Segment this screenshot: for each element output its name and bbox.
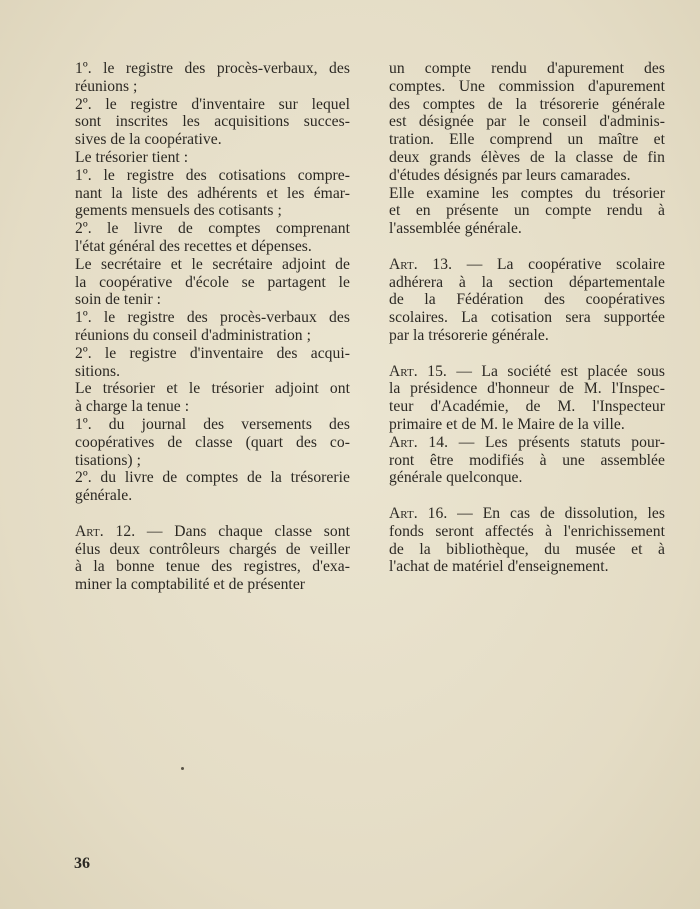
- text-line: la coopérative d'école se partagent le: [75, 273, 350, 291]
- text-line: tration. Elle comprend un maître et: [389, 131, 665, 149]
- text-line: comptes. Une commission d'apurement: [389, 77, 665, 95]
- text-line: 2º. le registre d'inventaire des acqui-: [75, 344, 350, 362]
- text-line: Art. 14. — Les présents statuts pour-: [389, 433, 665, 451]
- text-line: soin de tenir :: [75, 291, 162, 309]
- paragraph-gap: [389, 487, 665, 505]
- text-line: Art. 15. — La société est placée sous: [389, 362, 665, 380]
- text-line: Le trésorier tient :: [75, 148, 189, 166]
- text-line: 1º. le registre des procès-verbaux, des: [75, 60, 350, 77]
- text-line: miner la comptabilité et de présenter: [75, 576, 306, 594]
- text-line: l'état général des recettes et dépenses.: [75, 237, 312, 255]
- text-line: et en présente un compte rendu à: [389, 202, 665, 220]
- text-line: Art. 16. — En cas de dissolution, les: [389, 504, 665, 522]
- text-line: par la trésorerie générale.: [389, 326, 549, 344]
- text-line: Le secrétaire et le secrétaire adjoint de: [75, 255, 350, 273]
- text-line: Elle examine les comptes du trésorier: [389, 184, 665, 202]
- text-line: la présidence d'honneur de M. l'Inspec-: [389, 380, 665, 398]
- text-line: deux grands élèves de la classe de fin: [389, 148, 665, 166]
- text-line: 2º. du livre de comptes de la trésorerie: [75, 469, 350, 487]
- text-line: Art. 12. — Dans chaque classe sont: [75, 522, 350, 540]
- page-number: 36: [74, 855, 90, 872]
- text-line: adhérera à la section départementale: [389, 273, 665, 291]
- text-line: gements mensuels des cotisants ;: [75, 202, 282, 220]
- text-line: élus deux contrôleurs chargés de veiller: [75, 540, 350, 558]
- text-line: réunions du conseil d'administration ;: [75, 326, 311, 344]
- paragraph-gap: [389, 345, 665, 363]
- text-line: 1º. le registre des procès-verbaux des: [75, 309, 350, 327]
- ink-speck: [181, 767, 184, 770]
- text-line: 2º. le livre de comptes comprenant: [75, 220, 350, 238]
- text-line: est désignée par le conseil d'adminis-: [389, 113, 665, 131]
- right-text-column: [389, 60, 665, 576]
- paragraph-gap: [75, 505, 350, 523]
- text-line: ront être modifiés à une assemblée: [389, 451, 665, 469]
- paragraph-gap: [389, 238, 665, 256]
- text-line: coopératives de classe (quart des co-: [75, 433, 350, 451]
- text-line: 1º. du journal des versements des: [75, 415, 350, 433]
- text-line: sitions.: [75, 362, 121, 380]
- text-line: primaire et de M. le Maire de la ville.: [389, 415, 625, 433]
- text-line: l'achat de matériel d'enseignement.: [389, 558, 609, 576]
- text-line: générale quelconque.: [389, 469, 523, 487]
- text-line: à la bonne tenue des registres, d'exa-: [75, 558, 350, 576]
- text-line: l'assemblée générale.: [389, 220, 522, 238]
- text-line: scolaires. La cotisation sera supportée: [389, 309, 665, 327]
- text-line: un compte rendu d'apurement des: [389, 60, 665, 77]
- text-line: Le trésorier et le trésorier adjoint ont: [75, 380, 350, 398]
- text-line: des comptes de la trésorerie générale: [389, 95, 665, 113]
- text-line: sives de la coopérative.: [75, 131, 222, 149]
- text-line: générale.: [75, 487, 133, 505]
- text-line: sont inscrites les acquisitions succes-: [75, 113, 350, 131]
- text-line: de la bibliothèque, du musée et à: [389, 540, 665, 558]
- left-text-column: [75, 60, 350, 594]
- text-line: Art. 13. — La coopérative scolaire: [389, 255, 665, 273]
- text-line: teur d'Académie, de M. l'Inspecteur: [389, 398, 665, 416]
- text-line: nant la liste des adhérents et les émar-: [75, 184, 350, 202]
- text-line: tisations) ;: [75, 451, 142, 469]
- text-line: à charge la tenue :: [75, 398, 190, 416]
- text-line: de la Fédération des coopératives: [389, 291, 665, 309]
- text-line: réunions ;: [75, 77, 138, 95]
- text-line: 1º. le registre des cotisations compre-: [75, 166, 350, 184]
- text-line: fonds seront affectés à l'enrichissement: [389, 522, 665, 540]
- text-line: 2º. le registre d'inventaire sur lequel: [75, 95, 350, 113]
- text-line: d'études désignés par leurs camarades.: [389, 166, 631, 184]
